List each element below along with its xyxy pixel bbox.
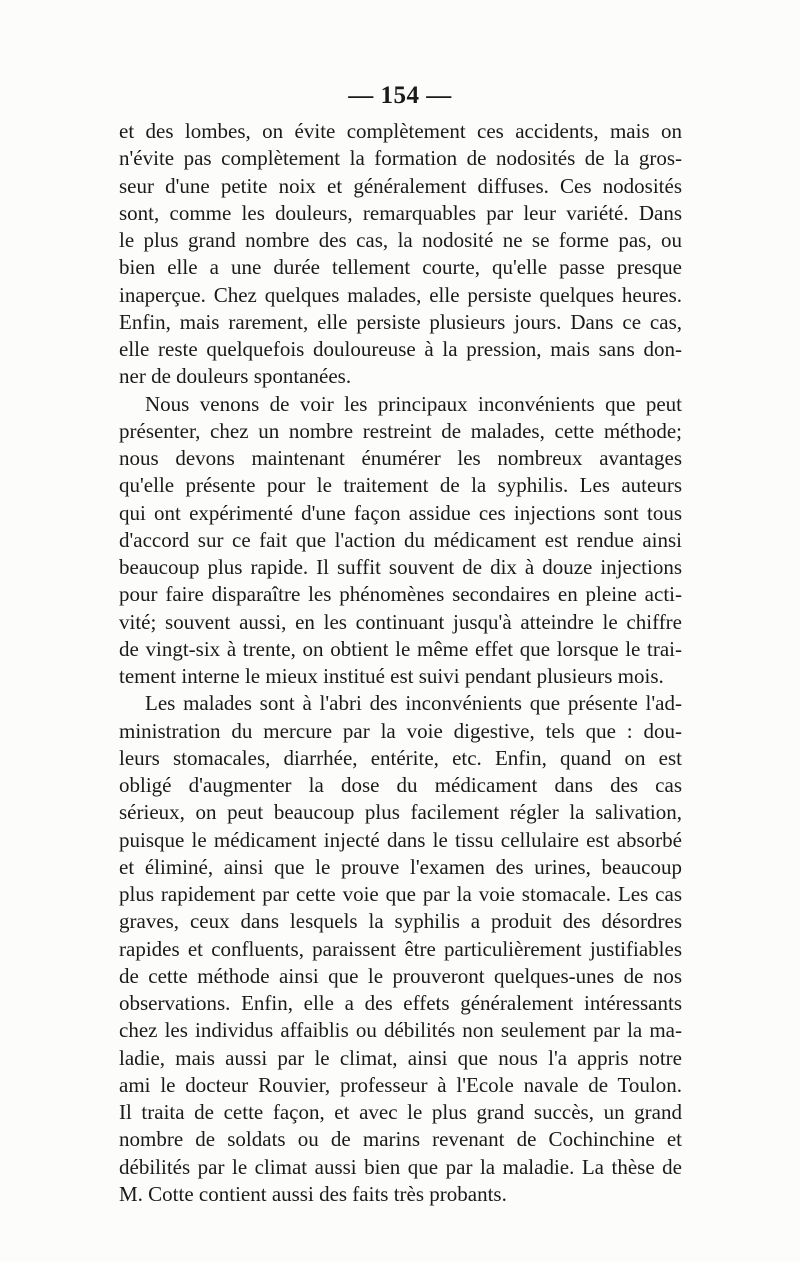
text-line: observations. Enfin, elle a des effets généralement intéressants [119, 991, 682, 1015]
text-line: qui ont expérimenté d'une façon assidue ces injections sont tous [119, 500, 682, 525]
text-line: plus rapidement par cette voie que par la voie stomacale. Les cas [119, 882, 682, 906]
text-line: Les malades sont à l'abri des inconvénients que présente l'ad- [145, 691, 682, 716]
text-line: puisque le médicament injecté dans le tissu cellulaire est absorbé [119, 827, 682, 852]
text-line: présenter, chez un nombre restreint de malades, cette méthode; [119, 418, 682, 443]
text-line: inaperçue. Chez quelques malades, elle persiste quelques heures. [119, 282, 682, 307]
text-line: ladie, mais aussi par le climat, ainsi que nous l'a appris notre [119, 1045, 682, 1070]
text-line: pour faire disparaître les phénomènes secondaires en pleine acti- [119, 582, 682, 607]
text-line: le plus grand nombre des cas, la nodosité ne se forme pas, ou [119, 228, 682, 252]
text-line: Enfin, mais rarement, elle persiste plusieurs jours. Dans ce cas, [119, 309, 682, 334]
text-line: et des lombes, on évite complètement ces accidents, mais on [119, 119, 682, 143]
text-line: débilités par le climat aussi bien que par la maladie. La thèse de [119, 1154, 682, 1179]
text-line: ministration du mercure par la voie digestive, tels que : dou- [119, 718, 682, 743]
text-line: de cette méthode ainsi que le prouveront quelques-unes de nos [119, 963, 682, 988]
text-line: ami le docteur Rouvier, professeur à l'Ecole navale de Toulon. [119, 1072, 682, 1097]
text-line: graves, ceux dans lesquels la syphilis a produit des désordres [119, 909, 682, 934]
text-line: tement interne le mieux institué est suivi pendant plusieurs mois. [119, 664, 664, 688]
body-text [119, 118, 682, 1208]
text-line: beaucoup plus rapide. Il suffit souvent de dix à douze injections [119, 555, 682, 579]
text-line: seur d'une petite noix et généralement diffuses. Ces nodosités [119, 173, 682, 198]
text-line: n'évite pas complètement la formation de nodosités de la gros- [119, 146, 682, 171]
text-line: qu'elle présente pour le traitement de la syphilis. Les auteurs [119, 473, 682, 498]
text-line: Il traita de cette façon, et avec le plus grand succès, un grand [119, 1100, 682, 1124]
text-line: obligé d'augmenter la dose du médicament dans des cas [119, 773, 682, 797]
text-line: sont, comme les douleurs, remarquables par leur variété. Dans [119, 200, 682, 225]
text-line: nous devons maintenant énumérer les nombreux avantages [119, 446, 682, 470]
text-line: rapides et confluents, paraissent être particulièrement justifiables [119, 936, 682, 961]
text-line: M. Cotte contient aussi des faits très probants. [119, 1181, 507, 1206]
text-line: nombre de soldats ou de marins revenant de Cochinchine et [119, 1127, 682, 1152]
page-number: — 154 — [348, 82, 452, 109]
text-line: de vingt-six à trente, on obtient le même effet que lorsque le trai- [119, 636, 682, 661]
text-line: leurs stomacales, diarrhée, entérite, etc. Enfin, quand on est [119, 745, 682, 770]
text-line: elle reste quelquefois douloureuse à la pression, mais sans don- [119, 337, 682, 361]
text-line: chez les individus affaiblis ou débilités non seulement par la ma- [119, 1018, 682, 1043]
text-line: bien elle a une durée tellement courte, qu'elle passe presque [119, 255, 682, 280]
text-line: Nous venons de voir les principaux inconvénients que peut [145, 391, 682, 416]
text-line: sérieux, on peut beaucoup plus facilement régler la salivation, [119, 800, 682, 825]
text-line: ner de douleurs spontanées. [119, 364, 352, 389]
text-line: d'accord sur ce fait que l'action du médicament est rendue ainsi [119, 527, 682, 552]
text-line: et éliminé, ainsi que le prouve l'examen des urines, beaucoup [119, 854, 682, 879]
text-line: vité; souvent aussi, en les continuant jusqu'à atteindre le chiffre [119, 609, 682, 634]
